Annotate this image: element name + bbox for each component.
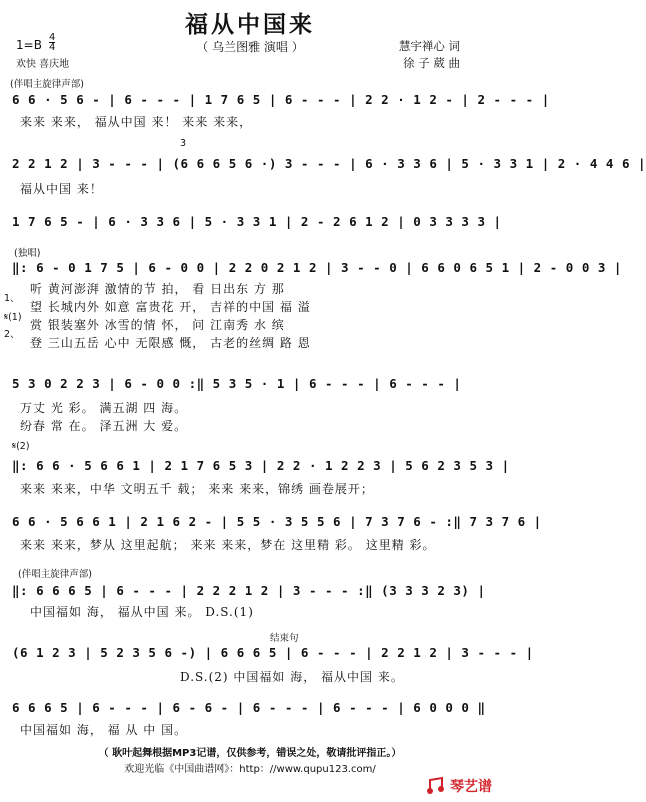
lyric-line-9: D.S.(2) 中国福如 海， 福从中国 来。 [180,670,404,684]
verse-lyric-3: 赏 银装塞外 冰雪的情 怀， 问 江南秀 水 缤 [30,318,285,332]
music-note-icon [426,776,446,796]
lyric-line-7: 来来 来来，梦从 这里起航； 来来 来来，梦在 这里精 彩。 这里精 彩。 [20,538,436,552]
score-line-8: ‖: 6 6 6 5 | 6 - - - | 2 2 2 1 2 | 3 - - - :‖ (3 3 3 2 3) | [12,583,486,598]
accompaniment-label: (伴唱主旋律声部) [10,79,84,90]
lyric-line-6: 来来 来来，中华 文明五千 载； 来来 来来，锦绣 画卷展开； [20,482,374,496]
song-title: 福从中国来 [185,12,315,38]
lyric-line-5b: 纷春 常 在。 泽五洲 大 爱。 [20,419,188,433]
ending-label: 结束句 [270,633,299,644]
verse-marker-2: 2、 [4,329,20,340]
singer-credit: （ 乌兰图雅 演唱 ） [196,40,304,54]
verse-lyric-4: 登 三山五岳 心中 无限感 慨， 古老的丝绸 路 恩 [30,336,311,350]
time-signature-bottom: 4 [49,42,56,53]
solo-label: (独唱) [14,248,41,259]
lyric-line-1: 来来 来来， 福从中国 来！ 来来 来来， [20,115,253,129]
segno-marker-1: 𝄋(1) [4,312,22,323]
logo-text: 琴艺谱 [450,779,492,795]
lyric-line-10: 中国福如 海， 福 从 中 国。 [20,723,188,737]
score-line-9: (6 1 2 3 | 5 2 3 5 6 -) | 6 6 6 5 | 6 - - - | 2 2 1 2 | 3 - - - | [12,645,534,660]
site-logo [426,776,492,796]
lyricist-credit: 慧宇禅心 词 [398,39,460,53]
score-line-4: ‖: 6 - 0 1 7 5 | 6 - 0 0 | 2 2 0 2 1 2 | 3 - - 0 | 6 6 0 6 5 1 | 2 - 0 0 3 | [12,260,622,275]
time-signature [49,33,55,52]
time-signature-top: 4 [49,32,56,43]
verse-lyric-2: 望 长城内外 如意 富贵花 开， 吉祥的中国 福 溢 [30,300,311,314]
score-line-10: 6 6 6 5 | 6 - - - | 6 - 6 - | 6 - - - | 6 - - - | 6 0 0 0 ‖ [12,700,486,715]
lyric-line-5a: 万丈 光 彩。 满五湖 四 海。 [20,401,188,415]
tempo-marking: 欢快 喜庆地 [16,59,70,70]
transcription-note: （ 耿叶起舞根据MP3记谱，仅供参考，错误之处，敬请批评指正。） [98,748,402,759]
score-line-1: 6 6 · 5 6 - | 6 - - - | 1 7 6 5 | 6 - - - | 2 2 · 1 2 - | 2 - - - | [12,92,550,107]
score-line-3: 1 7 6 5 - | 6 · 3 3 6 | 5 · 3 3 1 | 2 - 2 6 1 2 | 0 3 3 3 3 | [12,214,502,229]
score-line-7: 6 6 · 5 6 6 1 | 2 1 6 2 - | 5 5 · 3 5 5 6 | 7 3 7 6 - :‖ 7 3 7 6 | [12,514,542,529]
composer-credit: 徐 子 葳 曲 [403,56,460,70]
website-line: 欢迎光临《中国曲谱网》：http：//www.qupu123.com/ [124,764,376,775]
triplet-mark: 3 [180,138,187,149]
verse-lyric-1: 听 黄河澎湃 激情的节 拍， 看 日出东 方 那 [30,282,285,296]
key-signature: 1=B [16,38,42,52]
score-line-6: ‖: 6 6 · 5 6 6 1 | 2 1 7 6 5 3 | 2 2 · 1 2 2 3 | 5 6 2 3 5 3 | [12,458,510,473]
verse-marker-1: 1、 [4,293,20,304]
lyric-line-8: 中国福如 海， 福从中国 来。 D.S.(1) [30,605,254,619]
score-line-2: 2 2 1 2 | 3 - - - | (6 6 6 5 6 ·) 3 - - - | 6 · 3 3 6 | 5 · 3 3 1 | 2 · 4 4 6 | [12,156,646,171]
segno-marker-2: 𝄋(2) [12,441,30,452]
accompaniment-label-2: (伴唱主旋律声部) [18,569,92,580]
lyric-line-2: 福从中国 来！ [20,182,103,196]
score-line-5: 5 3 0 2 2 3 | 6 - 0 0 :‖ 5 3 5 · 1 | 6 - - - | 6 - - - | [12,376,462,391]
